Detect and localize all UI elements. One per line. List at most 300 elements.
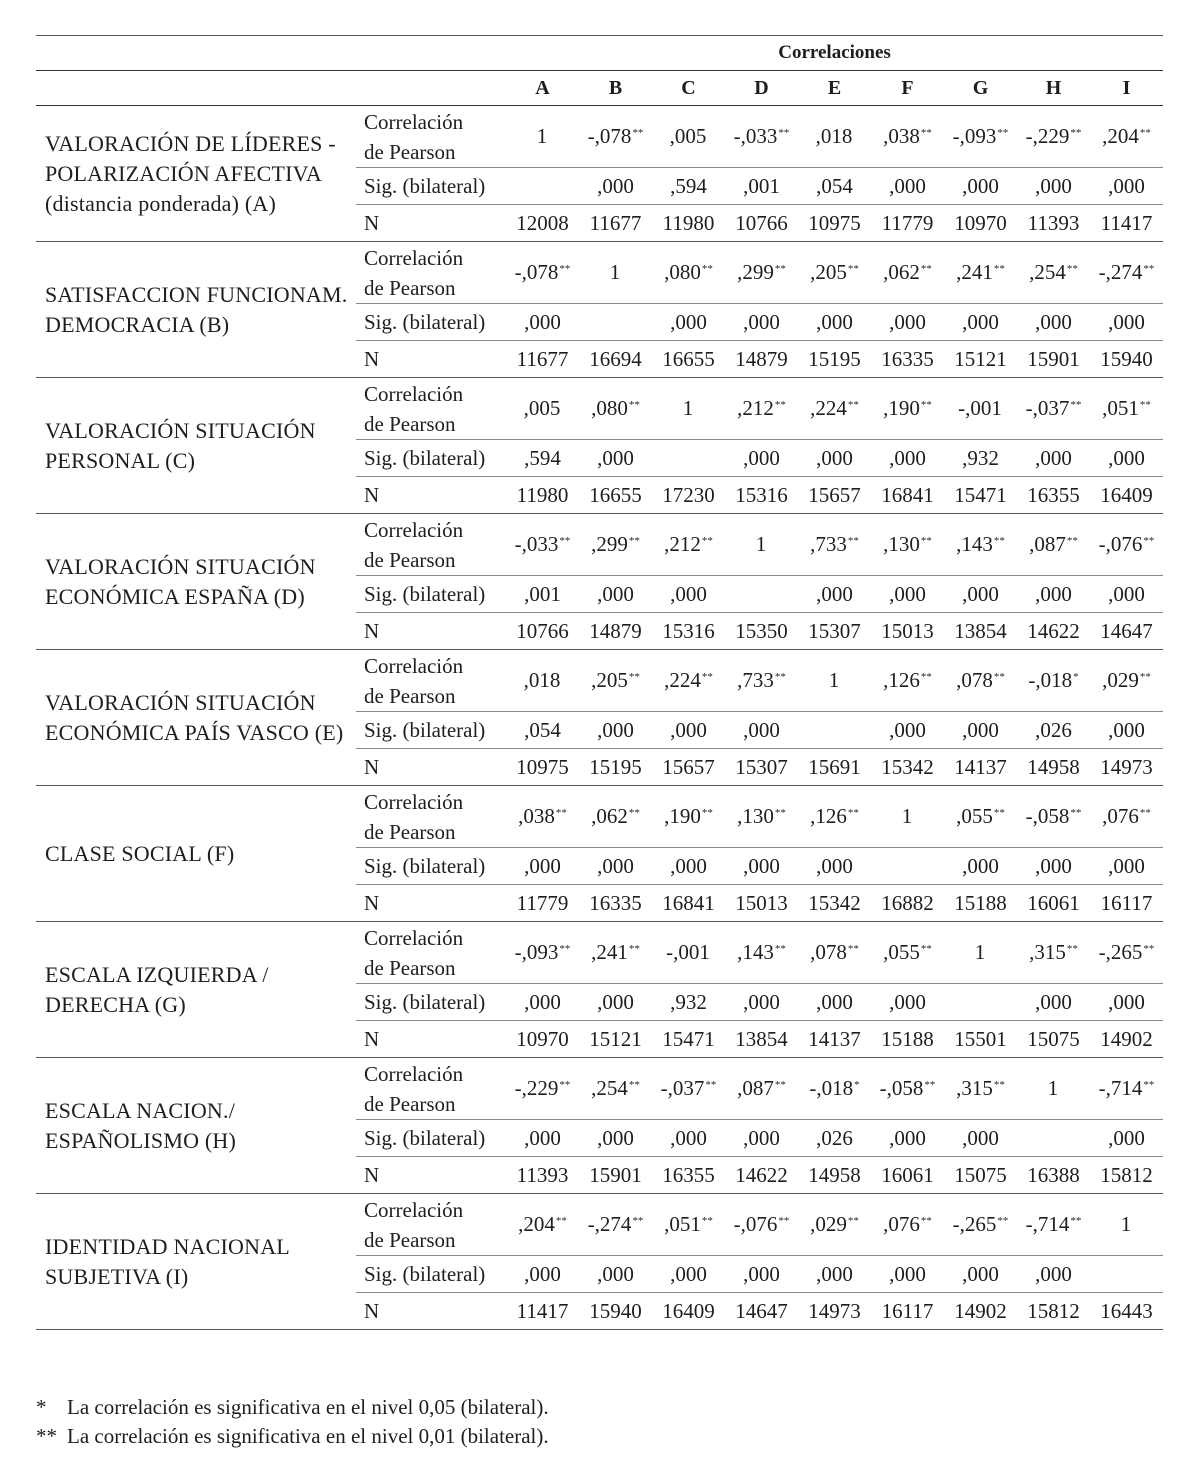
correlation-cell (1017, 1194, 1090, 1256)
table-title: Correlaciones (36, 36, 1163, 71)
stat-label-sig: Sig. (bilateral) (356, 712, 506, 749)
correlation-cell (871, 378, 944, 440)
significance-cell: ,000 (579, 168, 652, 205)
significance-mark: ** (701, 1215, 713, 1227)
significance-mark: ** (559, 943, 571, 955)
significance-mark: ** (1066, 943, 1078, 955)
correlation-value: 1 (536, 124, 548, 148)
stat-label-text: Correlación de Pearson (364, 1061, 464, 1116)
significance-cell: ,000 (725, 848, 798, 885)
correlation-value: 1 (974, 940, 986, 964)
correlation-value: -,274 (1098, 260, 1143, 284)
correlation-value: -,076 (1098, 532, 1143, 556)
n-cell: 15691 (798, 749, 871, 786)
correlation-value: ,315 (956, 1076, 993, 1100)
significance-cell: ,000 (579, 712, 652, 749)
correlation-value: 1 (1120, 1212, 1132, 1236)
n-cell: 14879 (725, 341, 798, 378)
significance-cell: ,000 (1017, 440, 1090, 477)
n-cell: 10970 (944, 205, 1017, 242)
correlation-value: ,126 (810, 804, 847, 828)
stat-label-n: N (356, 477, 506, 514)
correlation-value: -,037 (1025, 396, 1070, 420)
footnote (36, 1422, 549, 1451)
variable-label: IDENTIDAD NACIONAL SUBJETIVA (I) (36, 1194, 356, 1330)
significance-cell: ,000 (1090, 1120, 1163, 1157)
significance-mark: ** (701, 263, 713, 275)
significance-mark: ** (774, 943, 786, 955)
correlation-value: ,055 (956, 804, 993, 828)
n-cell: 15075 (944, 1157, 1017, 1194)
significance-cell: ,000 (871, 1256, 944, 1293)
variable-label: VALORACIÓN SITUACIÓN ECONÓMICA PAÍS VASCO (E) (36, 650, 356, 786)
stat-label-sig: Sig. (bilateral) (356, 1256, 506, 1293)
table-row (36, 650, 1163, 712)
correlation-cell (725, 1194, 798, 1256)
significance-mark: ** (628, 535, 640, 547)
significance-mark: ** (628, 943, 640, 955)
significance-cell: ,000 (944, 576, 1017, 613)
correlation-cell (506, 1194, 579, 1256)
correlation-value: -,265 (952, 1212, 997, 1236)
column-header-h: H (1017, 71, 1090, 106)
significance-mark: ** (993, 1079, 1005, 1091)
correlation-cell (944, 1058, 1017, 1120)
n-cell: 11677 (579, 205, 652, 242)
significance-cell: ,000 (725, 1120, 798, 1157)
significance-cell: ,000 (579, 440, 652, 477)
correlation-cell (1090, 650, 1163, 712)
correlation-cell (652, 106, 725, 168)
correlation-value: ,241 (956, 260, 993, 284)
significance-cell: ,000 (652, 712, 725, 749)
significance-cell: ,000 (652, 848, 725, 885)
stat-label-pearson (356, 514, 506, 576)
significance-cell: ,000 (944, 304, 1017, 341)
significance-mark: ** (628, 399, 640, 411)
correlation-value: ,126 (883, 668, 920, 692)
correlation-value: ,080 (591, 396, 628, 420)
correlation-value: -,714 (1025, 1212, 1070, 1236)
correlation-cell (944, 1194, 1017, 1256)
correlation-cell (871, 514, 944, 576)
n-cell: 16882 (871, 885, 944, 922)
n-cell: 15121 (944, 341, 1017, 378)
correlation-value: ,212 (664, 532, 701, 556)
stat-label-sig: Sig. (bilateral) (356, 1120, 506, 1157)
correlation-cell (871, 1194, 944, 1256)
column-header-c: C (652, 71, 725, 106)
significance-cell: ,000 (1090, 440, 1163, 477)
n-cell: 16117 (871, 1293, 944, 1330)
header-blank (36, 71, 356, 106)
header-blank (356, 71, 506, 106)
correlation-cell (652, 786, 725, 848)
significance-cell: ,000 (944, 712, 1017, 749)
correlation-cell (506, 514, 579, 576)
significance-cell: ,000 (506, 304, 579, 341)
stat-label-pearson (356, 922, 506, 984)
significance-cell: ,026 (798, 1120, 871, 1157)
n-cell: 16694 (579, 341, 652, 378)
column-header-f: F (871, 71, 944, 106)
significance-mark: ** (920, 943, 932, 955)
correlation-cell (1017, 922, 1090, 984)
stat-label-text: Correlación de Pearson (364, 1197, 464, 1252)
stat-label-pearson (356, 1058, 506, 1120)
significance-cell: ,000 (871, 712, 944, 749)
significance-mark: ** (920, 399, 932, 411)
correlation-value: ,143 (956, 532, 993, 556)
significance-mark: ** (628, 807, 640, 819)
significance-cell (944, 984, 1017, 1021)
significance-mark: ** (847, 399, 859, 411)
correlation-cell (798, 106, 871, 168)
n-cell: 15188 (871, 1021, 944, 1058)
n-cell: 11677 (506, 341, 579, 378)
correlation-value: -,033 (514, 532, 559, 556)
significance-mark: ** (774, 807, 786, 819)
correlation-cell (798, 378, 871, 440)
correlation-value: ,029 (810, 1212, 847, 1236)
n-cell: 15316 (652, 613, 725, 650)
significance-mark: ** (1143, 263, 1155, 275)
stat-label-n: N (356, 341, 506, 378)
correlation-cell (871, 242, 944, 304)
significance-cell: ,000 (652, 1256, 725, 1293)
significance-cell: ,594 (506, 440, 579, 477)
correlation-cell (871, 1058, 944, 1120)
significance-mark: ** (1139, 127, 1151, 139)
significance-mark: ** (847, 807, 859, 819)
table-row (36, 242, 1163, 304)
correlation-cell (798, 922, 871, 984)
significance-mark: ** (559, 263, 571, 275)
correlation-cell (652, 1058, 725, 1120)
significance-cell: ,000 (1090, 168, 1163, 205)
significance-mark: ** (1070, 127, 1082, 139)
significance-cell: ,000 (725, 440, 798, 477)
correlation-cell (579, 650, 652, 712)
significance-mark: ** (628, 1079, 640, 1091)
variable-label: ESCALA NACION./ ESPAÑOLISMO (H) (36, 1058, 356, 1194)
significance-cell: ,000 (1090, 304, 1163, 341)
n-cell: 16061 (1017, 885, 1090, 922)
significance-mark: ** (774, 263, 786, 275)
correlation-value: ,733 (810, 532, 847, 556)
stat-label-pearson (356, 106, 506, 168)
correlation-value: ,241 (591, 940, 628, 964)
significance-cell: ,000 (944, 1120, 1017, 1157)
correlation-value: ,733 (737, 668, 774, 692)
correlation-cell (1090, 1058, 1163, 1120)
correlation-value: ,224 (664, 668, 701, 692)
correlation-cell (506, 242, 579, 304)
stat-label-n: N (356, 749, 506, 786)
correlation-value: ,005 (523, 396, 561, 420)
n-cell: 16355 (1017, 477, 1090, 514)
n-cell: 15657 (652, 749, 725, 786)
n-cell: 16355 (652, 1157, 725, 1194)
significance-cell: ,000 (798, 848, 871, 885)
correlation-value: -,265 (1098, 940, 1143, 964)
variable-label: VALORACIÓN SITUACIÓN ECONÓMICA ESPAÑA (D) (36, 514, 356, 650)
column-header-d: D (725, 71, 798, 106)
footnote-mark: ** (36, 1424, 57, 1448)
n-cell: 10766 (506, 613, 579, 650)
significance-cell: ,026 (1017, 712, 1090, 749)
n-cell: 15901 (1017, 341, 1090, 378)
correlation-value: ,087 (1029, 532, 1066, 556)
significance-cell: ,000 (871, 1120, 944, 1157)
significance-mark: ** (701, 807, 713, 819)
correlation-value: -,078 (514, 260, 559, 284)
significance-mark: ** (920, 535, 932, 547)
significance-cell: ,000 (871, 576, 944, 613)
correlation-value: ,190 (664, 804, 701, 828)
correlation-value: ,029 (1102, 668, 1139, 692)
significance-cell: ,000 (725, 304, 798, 341)
significance-cell (579, 304, 652, 341)
correlation-cell (725, 242, 798, 304)
correlation-value: ,143 (737, 940, 774, 964)
correlation-cell (798, 1194, 871, 1256)
correlation-cell (579, 242, 652, 304)
n-cell: 14137 (798, 1021, 871, 1058)
correlation-value: -,058 (879, 1076, 924, 1100)
correlation-cell (579, 378, 652, 440)
footnote (36, 1393, 549, 1422)
significance-cell: ,000 (652, 1120, 725, 1157)
significance-cell: ,000 (506, 848, 579, 885)
correlation-cell (652, 242, 725, 304)
significance-cell: ,000 (944, 1256, 1017, 1293)
correlation-cell (1017, 1058, 1090, 1120)
n-cell: 11980 (506, 477, 579, 514)
correlation-value: ,076 (1102, 804, 1139, 828)
correlation-cell (506, 650, 579, 712)
correlation-cell (725, 1058, 798, 1120)
significance-mark: ** (1143, 535, 1155, 547)
correlation-cell (1090, 106, 1163, 168)
significance-cell: ,000 (579, 1256, 652, 1293)
correlation-value: ,212 (737, 396, 774, 420)
stat-label-n: N (356, 1021, 506, 1058)
significance-mark: ** (920, 127, 932, 139)
correlation-value: -,229 (1025, 124, 1070, 148)
column-header-b: B (579, 71, 652, 106)
correlation-value: ,051 (1102, 396, 1139, 420)
significance-cell: ,000 (944, 168, 1017, 205)
table-body (36, 106, 1163, 1330)
correlation-cell (944, 922, 1017, 984)
correlation-cell (506, 378, 579, 440)
correlation-cell (579, 514, 652, 576)
n-cell: 13854 (725, 1021, 798, 1058)
n-cell: 11779 (506, 885, 579, 922)
n-cell: 15188 (944, 885, 1017, 922)
correlation-value: ,204 (518, 1212, 555, 1236)
correlation-cell (1090, 1194, 1163, 1256)
significance-mark: ** (559, 535, 571, 547)
correlation-value: -,001 (958, 396, 1002, 420)
table-row (36, 922, 1163, 984)
significance-cell: ,000 (725, 712, 798, 749)
significance-mark: ** (778, 127, 790, 139)
variable-label: ESCALA IZQUIERDA / DERECHA (G) (36, 922, 356, 1058)
significance-mark: * (854, 1079, 860, 1091)
significance-cell (798, 712, 871, 749)
n-cell: 14973 (798, 1293, 871, 1330)
correlation-cell (725, 514, 798, 576)
significance-mark: ** (847, 1215, 859, 1227)
correlation-value: -,714 (1098, 1076, 1143, 1100)
n-cell: 14958 (1017, 749, 1090, 786)
significance-cell: ,932 (652, 984, 725, 1021)
footnote-text: La correlación es significativa en el nivel 0,05 (bilateral). (67, 1395, 549, 1419)
n-cell: 14647 (1090, 613, 1163, 650)
significance-cell: ,000 (1017, 848, 1090, 885)
correlation-cell (871, 786, 944, 848)
n-cell: 15901 (579, 1157, 652, 1194)
correlation-cell (1017, 242, 1090, 304)
significance-cell: ,000 (579, 984, 652, 1021)
significance-mark: ** (632, 1215, 644, 1227)
n-cell: 15316 (725, 477, 798, 514)
correlation-cell (798, 514, 871, 576)
correlation-cell (1017, 106, 1090, 168)
significance-cell: ,000 (871, 168, 944, 205)
n-cell: 14622 (1017, 613, 1090, 650)
correlation-value: 1 (828, 668, 840, 692)
correlation-value: ,038 (518, 804, 555, 828)
stat-label-pearson (356, 786, 506, 848)
significance-mark: ** (997, 1215, 1009, 1227)
significance-cell: ,000 (579, 1120, 652, 1157)
significance-cell: ,000 (579, 576, 652, 613)
n-cell: 15940 (1090, 341, 1163, 378)
significance-cell: ,054 (798, 168, 871, 205)
n-cell: 15307 (798, 613, 871, 650)
n-cell: 16841 (871, 477, 944, 514)
n-cell: 10975 (506, 749, 579, 786)
correlation-value: 1 (755, 532, 767, 556)
significance-cell: ,932 (944, 440, 1017, 477)
correlation-value: -,033 (733, 124, 778, 148)
table-row (36, 378, 1163, 440)
stat-label-text: Correlación de Pearson (364, 653, 464, 708)
stat-label-sig: Sig. (bilateral) (356, 848, 506, 885)
n-cell: 16841 (652, 885, 725, 922)
significance-mark: ** (920, 263, 932, 275)
table-row (36, 1058, 1163, 1120)
correlation-cell (798, 786, 871, 848)
n-cell: 15501 (944, 1021, 1017, 1058)
n-cell: 14647 (725, 1293, 798, 1330)
significance-mark: ** (701, 535, 713, 547)
correlation-cell (579, 1058, 652, 1120)
stat-label-text: Correlación de Pearson (364, 517, 464, 572)
correlation-cell (725, 378, 798, 440)
n-cell: 14973 (1090, 749, 1163, 786)
footnotes (36, 1393, 549, 1451)
significance-mark: ** (1143, 943, 1155, 955)
stat-label-sig: Sig. (bilateral) (356, 168, 506, 205)
correlations-table (36, 35, 1163, 1330)
significance-mark: ** (1066, 263, 1078, 275)
n-cell: 10970 (506, 1021, 579, 1058)
significance-cell: ,000 (579, 848, 652, 885)
correlation-cell (652, 922, 725, 984)
column-header-e: E (798, 71, 871, 106)
table-title-row (36, 36, 1163, 71)
significance-cell: ,001 (725, 168, 798, 205)
correlation-cell (652, 650, 725, 712)
correlation-cell (506, 106, 579, 168)
n-cell: 15657 (798, 477, 871, 514)
significance-mark: ** (1070, 1215, 1082, 1227)
correlation-value: ,190 (883, 396, 920, 420)
stat-label-text: Correlación de Pearson (364, 381, 464, 436)
correlation-cell (1017, 650, 1090, 712)
significance-mark: ** (993, 671, 1005, 683)
n-cell: 15471 (944, 477, 1017, 514)
correlation-cell (1090, 378, 1163, 440)
correlation-cell (798, 242, 871, 304)
n-cell: 11417 (506, 1293, 579, 1330)
correlation-value: ,055 (883, 940, 920, 964)
table-row (36, 1194, 1163, 1256)
stat-label-sig: Sig. (bilateral) (356, 576, 506, 613)
correlation-value: ,130 (737, 804, 774, 828)
significance-cell (652, 440, 725, 477)
correlation-value: ,204 (1102, 124, 1139, 148)
significance-mark: ** (628, 671, 640, 683)
n-cell: 14622 (725, 1157, 798, 1194)
significance-mark: ** (920, 1215, 932, 1227)
correlation-cell (1090, 786, 1163, 848)
correlation-value: ,087 (737, 1076, 774, 1100)
n-cell: 16117 (1090, 885, 1163, 922)
n-cell: 15940 (579, 1293, 652, 1330)
correlation-cell (1017, 514, 1090, 576)
variable-label: VALORACIÓN DE LÍDERES - POLARIZACIÓN AFECTIVA (distancia ponderada) (A) (36, 106, 356, 242)
correlation-value: ,051 (664, 1212, 701, 1236)
stat-label-pearson (356, 378, 506, 440)
correlation-value: 1 (609, 260, 621, 284)
correlation-cell (579, 1194, 652, 1256)
stat-label-pearson (356, 650, 506, 712)
n-cell: 11393 (1017, 205, 1090, 242)
n-cell: 16409 (652, 1293, 725, 1330)
n-cell: 14958 (798, 1157, 871, 1194)
correlation-value: ,062 (591, 804, 628, 828)
correlation-value: ,205 (810, 260, 847, 284)
n-cell: 11779 (871, 205, 944, 242)
correlation-cell (579, 106, 652, 168)
stat-label-n: N (356, 1157, 506, 1194)
column-header-row (36, 71, 1163, 106)
significance-cell: ,000 (798, 440, 871, 477)
significance-cell: ,000 (1090, 576, 1163, 613)
column-header-a: A (506, 71, 579, 106)
correlation-cell (652, 378, 725, 440)
correlation-cell (725, 786, 798, 848)
n-cell: 15471 (652, 1021, 725, 1058)
n-cell: 16061 (871, 1157, 944, 1194)
correlations-table-container (36, 35, 1163, 1330)
significance-cell: ,000 (506, 984, 579, 1021)
